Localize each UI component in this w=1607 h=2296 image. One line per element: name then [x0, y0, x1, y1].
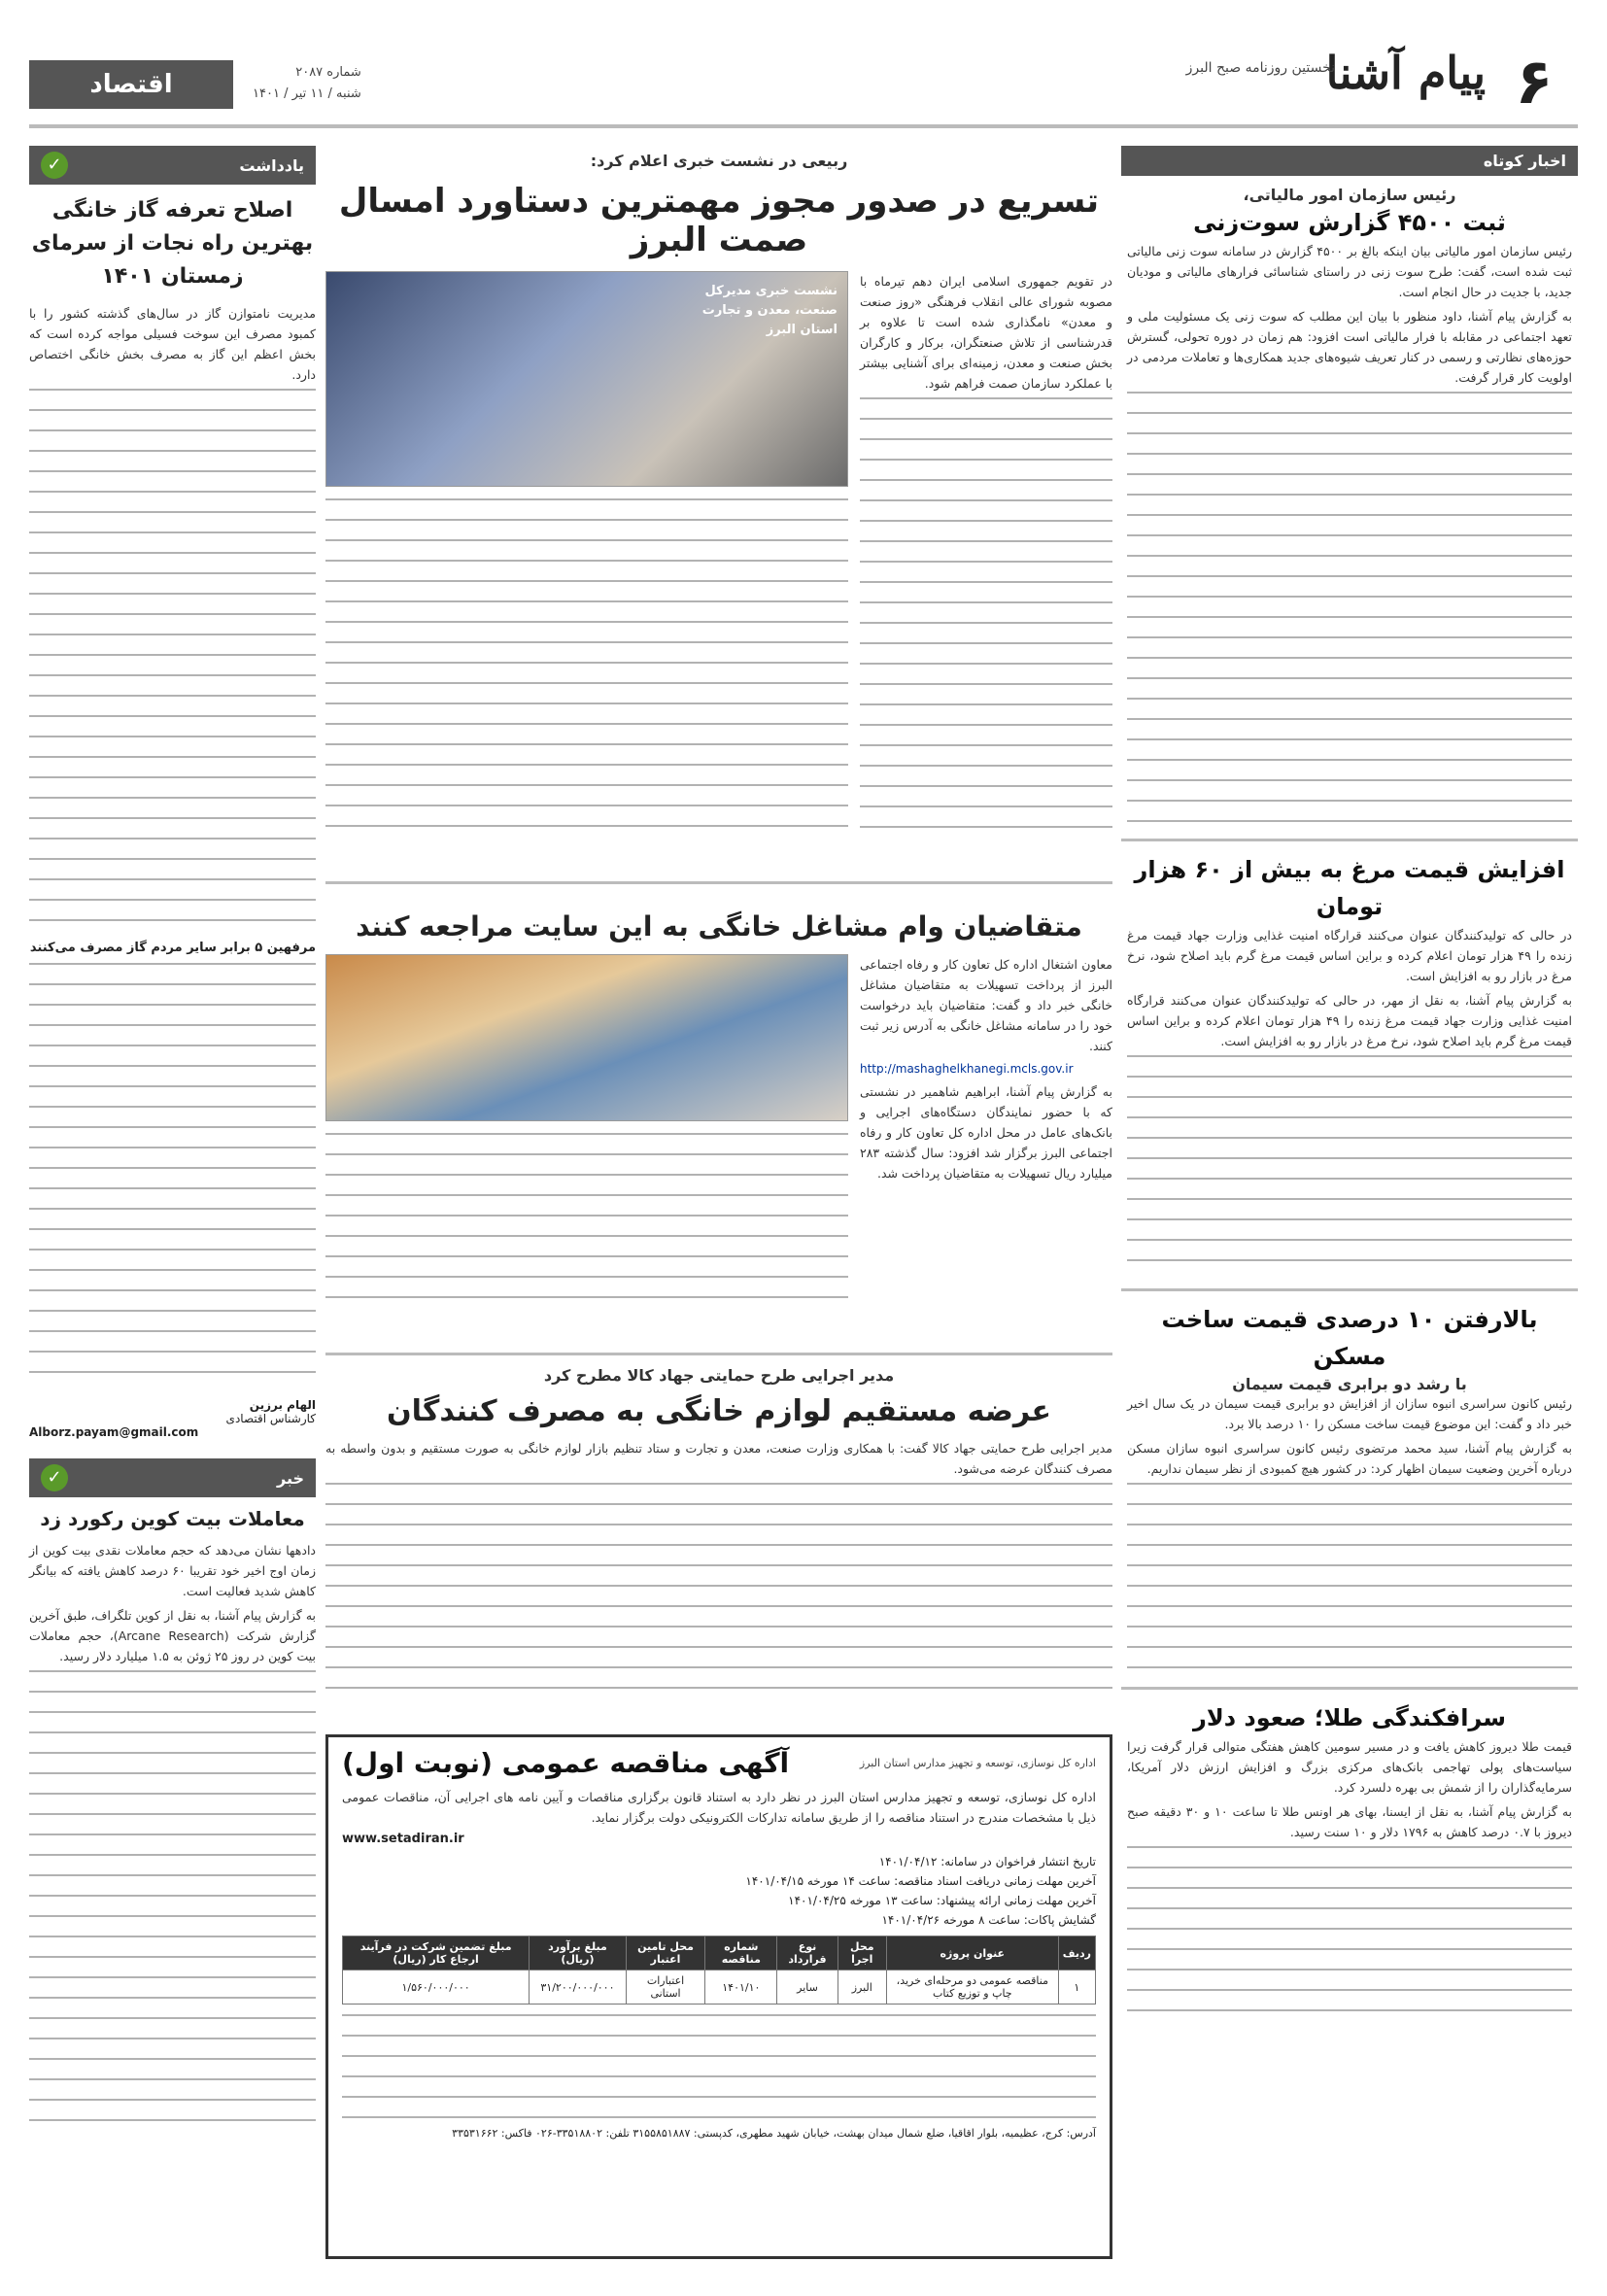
story1-title: ثبت ۴۵۰۰ گزارش سوت‌زنی: [1193, 209, 1506, 236]
center-bottom-body: مدیر اجرایی طرح حمایتی جهاد کالا گفت: با همکاری وزارت صنعت، معدن و تجارت و ستاد تنظیم بازار لوازم خانگی به صورت مستقیم و بدون واسطه به مصرف کنندگان عرضه می‌شود.: [325, 1441, 1112, 1476]
story4-lead: قیمت طلا دیروز کاهش یافت و در مسیر سومین کاهش هفتگی متوالی قرار گرفت زیرا سیاست‌های پولی تهاجمی بانک‌های مرکزی بزرگ و افزایش ارزش دلار آمریکا، سرمایه‌گذاران را از شمش بی بهره دلسرد کرد.: [1127, 1739, 1572, 1795]
page-number: ۶: [1515, 47, 1554, 119]
table-header: محل تامین اعتبار: [626, 1936, 705, 1970]
section-title: اقتصاد: [29, 60, 233, 109]
story-chicken-price: [1121, 841, 1578, 1288]
author: الهام برزین: [249, 1398, 316, 1412]
newspaper-logo: پیام آشنا: [1325, 47, 1486, 99]
table-cell: البرز: [838, 1970, 886, 2005]
tender-dates: [342, 1852, 1096, 1930]
table-cell: ۳۱/۲۰۰/۰۰۰/۰۰۰: [530, 1970, 626, 2005]
checkmark-icon: ✓: [41, 1464, 68, 1491]
right-column: [1121, 146, 1578, 2264]
masthead: [29, 41, 1578, 128]
note-header: [29, 146, 316, 185]
short-news-header: اخبار کوتاه: [1121, 146, 1578, 176]
press-conference-photo: [325, 271, 848, 487]
center-top-text-lines: [860, 397, 1112, 844]
tagline: نخستین روزنامه صبح البرز: [1185, 60, 1335, 76]
table-header: ردیف: [1058, 1936, 1095, 1970]
center-mid-columns: [325, 1133, 848, 1308]
table-cell: سایر: [777, 1970, 838, 2005]
table-header: شماره مناقصه: [705, 1936, 777, 1970]
center-mid-body: به گزارش پیام آشنا، ابراهیم شاهمیر در نشستی که با حضور نمایندگان دستگاه‌های اجرایی و بانک‌های عامل در محل اداره کل تعاون کار و رفاه اجتماعی البرز برگزار شد افزود: سال گذشته ۲۸۳ میلیارد ریال تسهیلات به متقاضیان پرداخت شد.: [860, 1084, 1112, 1181]
story2-body: به گزارش پیام آشنا، به نقل از مهر، در حالی که تولیدکنندگان عنوان می‌کنند قرارگاه امنیت غذایی وزارت جهاد قیمت مرغ زنده را ۴۹ هزار تومان اعلام کرده و براین اساس قیمت مرغ گرم باید اصلاح شود، نرخ مرغ در بازار رو به افزایش است.: [1127, 993, 1573, 1048]
tender-date: آخرین مهلت زمانی ارائه پیشنهاد: ساعت ۱۳ مورخه ۱۴۰۱/۰۴/۲۵: [788, 1894, 1096, 1907]
story-tax-whistleblower: [1121, 176, 1578, 839]
center-bottom-kicker: مدیر اجرایی طرح حمایتی جهاد کالا مطرح کرد: [543, 1366, 895, 1385]
news-lead: دادهها نشان می‌دهد که حجم معاملات نقدی بیت کوین از زمان اوج اخیر خود تقریبا ۶۰ درصد کاهش یافته که بیانگر کاهش شدید فعالیت است.: [29, 1543, 316, 1598]
center-top-columns: [325, 498, 848, 839]
author-role: کارشناس اقتصادی: [225, 1412, 316, 1425]
story-housing-cost: [1121, 1291, 1578, 1687]
table-header: محل اجرا: [838, 1936, 886, 1970]
tender-date: گشایش پاکات: ساعت ۸ مورخه ۱۴۰۱/۰۴/۲۶: [881, 1913, 1096, 1927]
center-top-story: [325, 146, 1112, 884]
note-text-lines: [29, 389, 316, 933]
story4-body: به گزارش پیام آشنا، به نقل از ایسنا، بهای هر اونس طلا تا ساعت ۱۰ و ۳۰ دقیقه صبح دیروز با ۰.۷ درصد کاهش به ۱۷۹۶ دلار و ۱۰ سنت رسید.: [1127, 1804, 1573, 1839]
issue-date: شنبه / ۱۱ تیر / ۱۴۰۱: [253, 86, 361, 101]
table-cell: مناقصه عمومی دو مرحله‌ای خرید، چاپ و توزیع کتاب: [886, 1970, 1058, 2005]
table-cell: ۱/۵۶۰/۰۰۰/۰۰۰: [343, 1970, 530, 2005]
note-subhead: مرفهین ۵ برابر سایر مردم گاز مصرف می‌کنند: [29, 941, 316, 955]
news-title: معاملات بیت کوین رکورد زد: [40, 1507, 305, 1530]
tender-org: اداره کل نوسازی، توسعه و تجهیز مدارس استان البرز: [859, 1757, 1096, 1769]
issue-info: [253, 62, 361, 105]
story4-text-lines: [1127, 1846, 1572, 2021]
news-header: [29, 1458, 316, 1497]
issue-number: شماره ۲۰۸۷: [295, 65, 361, 80]
story3-text-lines: [1127, 1483, 1572, 1677]
note-title: اصلاح تعرفه گاز خانگی بهترین راه نجات از سرمای زمستان ۱۴۰۱: [31, 198, 314, 289]
checkmark-icon: ✓: [41, 152, 68, 179]
story1-lead: رئیس سازمان امور مالیاتی بیان اینکه بالغ بر ۴۵۰۰ گزارش در سامانه سوت زنی مالیاتی ثبت شده است، گفت: طرح سوت زنی در راستای شناسائی فرارهای مالیاتی و مودیان جدید، با جدیت در حال انجام است.: [1127, 244, 1572, 299]
left-column: [29, 146, 316, 2264]
center-bottom-columns: [325, 1483, 1112, 1706]
photo-caption: نشست خبری مدیرکل صنعت، معدن و تجارت استان البرز: [701, 284, 838, 337]
story4-title: سرافکندگی طلا؛ صعود دلار: [1193, 1704, 1506, 1731]
tender-ad: [325, 1734, 1112, 2259]
table-cell: ۱: [1058, 1970, 1095, 2005]
story2-lead: در حالی که تولیدکنندگان عنوان می‌کنند قرارگاه امنیت غذایی وزارت جهاد قیمت مرغ زنده را ۴۹ هزار تومان اعلام کرده و براین اساس قیمت مرغ گرم باید اصلاح شود، نرخ مرغ در بازار رو به افزایش است.: [1127, 928, 1572, 983]
table-header: عنوان پروژه: [886, 1936, 1058, 1970]
setad-url[interactable]: www.setadiran.ir: [342, 1832, 464, 1846]
story3-subtitle: با رشد دو برابری قیمت سیمان: [1232, 1375, 1467, 1393]
table-header: مبلغ برآورد (ریال): [530, 1936, 626, 1970]
story2-text-lines: [1127, 1055, 1572, 1279]
center-top-kicker: ربیعی در نشست خبری اعلام کرد:: [590, 152, 848, 170]
news-text-lines: [29, 1670, 316, 2137]
mashaghel-url[interactable]: http://mashaghelkhanegi.mcls.gov.ir: [860, 1062, 1074, 1076]
center-mid-lead: معاون اشتغال اداره کل تعاون کار و رفاه اجتماعی البرز از پرداخت تسهیلات به متقاضیان مشاغل خانگی خبر داد و گفت: متقاضیان باید درخواست خود را در سامانه مشاغل خانگی به آدرس زیر ثبت کنند.: [860, 957, 1112, 1053]
center-bottom-story: [325, 1360, 1112, 1730]
news-body: به گزارش پیام آشنا، به نقل از کوین تلگراف، طبق آخرین گزارش شرکت (Arcane Research)، حجم معاملات بیت کوین در روز ۲۵ ژوئن به ۱.۵ میلیارد دلار رسید.: [29, 1608, 316, 1663]
table-cell: ۱۴۰۱/۱۰: [705, 1970, 777, 2005]
tender-table: [342, 1936, 1096, 2005]
center-bottom-title: عرضه مستقیم لوازم خانگی به مصرف کنندگان: [387, 1394, 1051, 1428]
center-mid-story: [325, 899, 1112, 1355]
center-top-title: تسریع در صدور مجوز مهمترین دستاورد امسال صمت البرز: [338, 182, 1100, 259]
news-header-label: خبر: [276, 1468, 304, 1488]
story3-title: بالارفتن ۱۰ درصدی قیمت ساخت مسکن: [1161, 1306, 1538, 1370]
story2-title: افزایش قیمت مرغ به بیش از ۶۰ هزار تومان: [1134, 856, 1565, 920]
story-gold-dollar: [1121, 1690, 1578, 2031]
home-business-photo: [325, 954, 848, 1121]
story1-text-lines: [1127, 392, 1572, 829]
tender-body: اداره کل نوسازی، توسعه و تجهیز مدارس استان البرز در نظر دارد به استناد قانون برگزاری مناقصات و آیین نامه های اجرایی آن، مناقصات عمومی ذیل با مشخصات مندرج در استناد مناقصه را از طریق سامانه تدارکات الکترونیکی دولت برگزار نماید.: [342, 1790, 1096, 1825]
story3-lead: رئیس کانون سراسری انبوه سازان از افزایش دو برابری قیمت سیمان در یک سال اخیر خبر داد و گفت: این موضوع قیمت ساخت مسکن را ۱۰ درصد بالا برد.: [1127, 1396, 1572, 1431]
tender-title: آگهی مناقصه عمومی (نوبت اول): [342, 1747, 790, 1779]
story3-body: به گزارش پیام آشنا، سید محمد مرتضوی رئیس کانون سراسری انبوه سازان مسکن درباره آخرین وضعیت سیمان اظهار کرد: در کشور هیچ کمبودی از نظر سیمان نداریم.: [1127, 1441, 1572, 1476]
tender-address: آدرس: کرج، عظیمیه، بلوار اقاقیا، ضلع شمال میدان بهشت، خیابان شهید مطهری، کدپستی: ۳۱۵۵۸۵۱۸۸۷ تلفن: ۳۳۵۱۸۸۰۲-۰۲۶ فاکس: ۳۳۵۳۱۶۶۲: [452, 2127, 1096, 2140]
center-mid-title: متقاضیان وام مشاغل خانگی به این سایت مراجعه کنند: [356, 910, 1082, 942]
note-body: مدیریت نامتوازن گاز در سال‌های گذشته کشور را با کمبود مصرف این سوخت فسیلی مواجه کرده است که بخش اعظم این گاز به مصرف بخش خانگی اختصاص دارد.: [29, 306, 316, 382]
table-cell: اعتبارات استانی: [626, 1970, 705, 2005]
author-email[interactable]: Alborz.payam@gmail.com: [29, 1425, 199, 1439]
table-header: مبلغ تضمین شرکت در فرآیند ارجاع کار (ریال): [343, 1936, 530, 1970]
note-text-lines-2: [29, 963, 316, 1390]
story1-kicker: رئیس سازمان امور مالیاتی،: [1243, 186, 1456, 204]
center-top-body: در تقویم جمهوری اسلامی ایران دهم تیرماه با مصوبه شورای عالی انقلاب فرهنگی «روز صنعت و معدن» نامگذاری شده است تا علاوه بر قدرشناسی از تلاش صنعتگران، برکار و کارگران بخش صنعت و معدن، زمینه‌ای برای آشنایی بیشتر با عملکرد سازمان صمت فراهم شود.: [860, 274, 1112, 391]
tender-date: تاریخ انتشار فراخوان در سامانه: ۱۴۰۱/۰۴/۱۲: [878, 1855, 1096, 1868]
tender-date: آخرین مهلت زمانی دریافت اسناد مناقصه: ساعت ۱۴ مورخه ۱۴۰۱/۰۴/۱۵: [745, 1874, 1096, 1888]
table-header: نوع قرارداد: [777, 1936, 838, 1970]
note-header-label: یادداشت: [239, 155, 304, 175]
table-row: [343, 1970, 1096, 2005]
story1-body: به گزارش پیام آشنا، داود منظور با بیان این مطلب که سوت زنی یک مسئولیت ملی و تعهد اجتماعی در مقابله با فرار مالیاتی است افزود: هم زمان در دوره تحولی، گسترش حوزه‌های نظارتی و رسمی در کنار تعریف شیوه‌های جدید همکاری‌ها و تعاملات مردمی در اولویت کار قرار گرفت.: [1127, 309, 1572, 385]
tender-conditions-lines: [342, 2014, 1096, 2121]
